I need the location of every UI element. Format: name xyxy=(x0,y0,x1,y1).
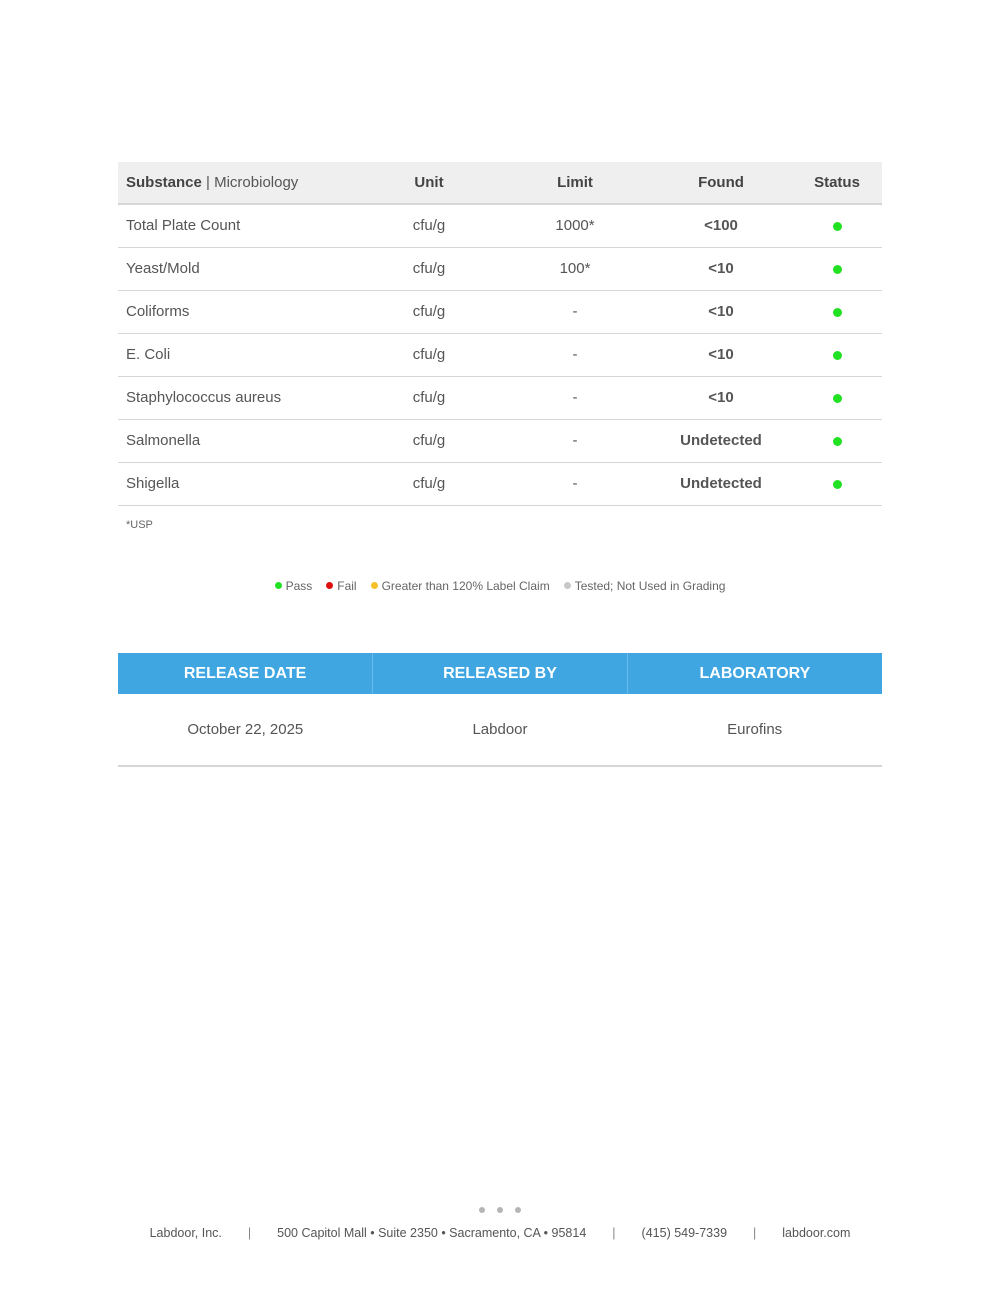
table-row xyxy=(118,462,882,505)
header-substance-label: Substance xyxy=(126,174,202,191)
table-header-row xyxy=(118,162,882,204)
table-row xyxy=(118,333,882,376)
found-cell: <10 xyxy=(650,333,792,376)
found-cell: <10 xyxy=(650,247,792,290)
release-info-table xyxy=(118,653,882,767)
status-cell xyxy=(792,290,882,333)
table-row xyxy=(118,204,882,247)
status-cell xyxy=(792,204,882,247)
limit-cell: - xyxy=(500,290,650,333)
substance-name: Shigella xyxy=(118,462,358,505)
page-dot xyxy=(515,1207,521,1213)
header-limit: Limit xyxy=(500,162,650,204)
footer-separator: | xyxy=(247,1226,252,1240)
page-footer xyxy=(0,1226,1000,1240)
status-cell xyxy=(792,247,882,290)
legend-dot-icon xyxy=(326,582,333,589)
limit-cell: - xyxy=(500,376,650,419)
legend-label: Pass xyxy=(285,579,313,593)
header-found: Found xyxy=(650,162,792,204)
header-laboratory: LABORATORY xyxy=(627,653,882,694)
header-unit: Unit xyxy=(358,162,500,204)
footer-company: Labdoor, Inc. xyxy=(149,1226,222,1240)
page-dot xyxy=(479,1207,485,1213)
release-date-value: October 22, 2025 xyxy=(118,694,373,766)
substance-name: Yeast/Mold xyxy=(118,247,358,290)
legend-dot-icon xyxy=(564,582,571,589)
results-body xyxy=(118,204,882,505)
unit-cell: cfu/g xyxy=(358,462,500,505)
unit-cell: cfu/g xyxy=(358,333,500,376)
found-cell: Undetected xyxy=(650,419,792,462)
table-row xyxy=(118,419,882,462)
header-category-label: Microbiology xyxy=(214,174,299,191)
header-release-date: RELEASE DATE xyxy=(118,653,373,694)
table-row xyxy=(118,376,882,419)
microbiology-results-table xyxy=(118,162,882,506)
status-cell xyxy=(792,462,882,505)
limit-cell: - xyxy=(500,419,650,462)
legend-item xyxy=(326,579,356,593)
header-status: Status xyxy=(792,162,882,204)
found-cell: <10 xyxy=(650,290,792,333)
substance-name: Staphylococcus aureus xyxy=(118,376,358,419)
limit-cell: - xyxy=(500,462,650,505)
legend-item xyxy=(564,579,726,593)
status-pass-dot-icon xyxy=(833,480,842,489)
footer-website: labdoor.com xyxy=(782,1226,851,1240)
status-pass-dot-icon xyxy=(833,265,842,274)
legend-dot-icon xyxy=(275,582,282,589)
status-pass-dot-icon xyxy=(833,394,842,403)
found-cell: <10 xyxy=(650,376,792,419)
legend-dot-icon xyxy=(371,582,378,589)
status-pass-dot-icon xyxy=(833,308,842,317)
found-cell: Undetected xyxy=(650,462,792,505)
unit-cell: cfu/g xyxy=(358,419,500,462)
table-row xyxy=(118,290,882,333)
found-cell: <100 xyxy=(650,204,792,247)
footer-phone: (415) 549-7339 xyxy=(641,1226,728,1240)
laboratory-value: Eurofins xyxy=(627,694,882,766)
legend-label: Greater than 120% Label Claim xyxy=(381,579,550,593)
footer-address: 500 Capitol Mall • Suite 2350 • Sacramento, CA • 95814 xyxy=(277,1226,587,1240)
usp-footnote: *USP xyxy=(126,519,153,531)
status-legend xyxy=(0,579,1000,593)
table-row xyxy=(118,247,882,290)
legend-label: Fail xyxy=(337,579,357,593)
header-released-by: RELEASED BY xyxy=(373,653,628,694)
substance-name: E. Coli xyxy=(118,333,358,376)
legend-item xyxy=(275,579,313,593)
release-header-row xyxy=(118,653,882,694)
status-pass-dot-icon xyxy=(833,437,842,446)
status-cell xyxy=(792,376,882,419)
limit-cell: 100* xyxy=(500,247,650,290)
unit-cell: cfu/g xyxy=(358,204,500,247)
status-pass-dot-icon xyxy=(833,351,842,360)
released-by-value: Labdoor xyxy=(373,694,628,766)
limit-cell: 1000* xyxy=(500,204,650,247)
header-substance: Substance | Microbiology xyxy=(118,162,358,204)
release-values-row xyxy=(118,694,882,766)
unit-cell: cfu/g xyxy=(358,376,500,419)
limit-cell: - xyxy=(500,333,650,376)
status-cell xyxy=(792,419,882,462)
footer-separator: | xyxy=(753,1226,757,1240)
legend-label: Tested; Not Used in Grading xyxy=(574,579,726,593)
footer-separator: | xyxy=(612,1226,616,1240)
unit-cell: cfu/g xyxy=(358,247,500,290)
substance-name: Salmonella xyxy=(118,419,358,462)
substance-name: Total Plate Count xyxy=(118,204,358,247)
status-pass-dot-icon xyxy=(833,222,842,231)
legend-item xyxy=(371,579,550,593)
unit-cell: cfu/g xyxy=(358,290,500,333)
status-cell xyxy=(792,333,882,376)
page-dots xyxy=(0,1200,1000,1218)
substance-name: Coliforms xyxy=(118,290,358,333)
page-dot xyxy=(497,1207,503,1213)
